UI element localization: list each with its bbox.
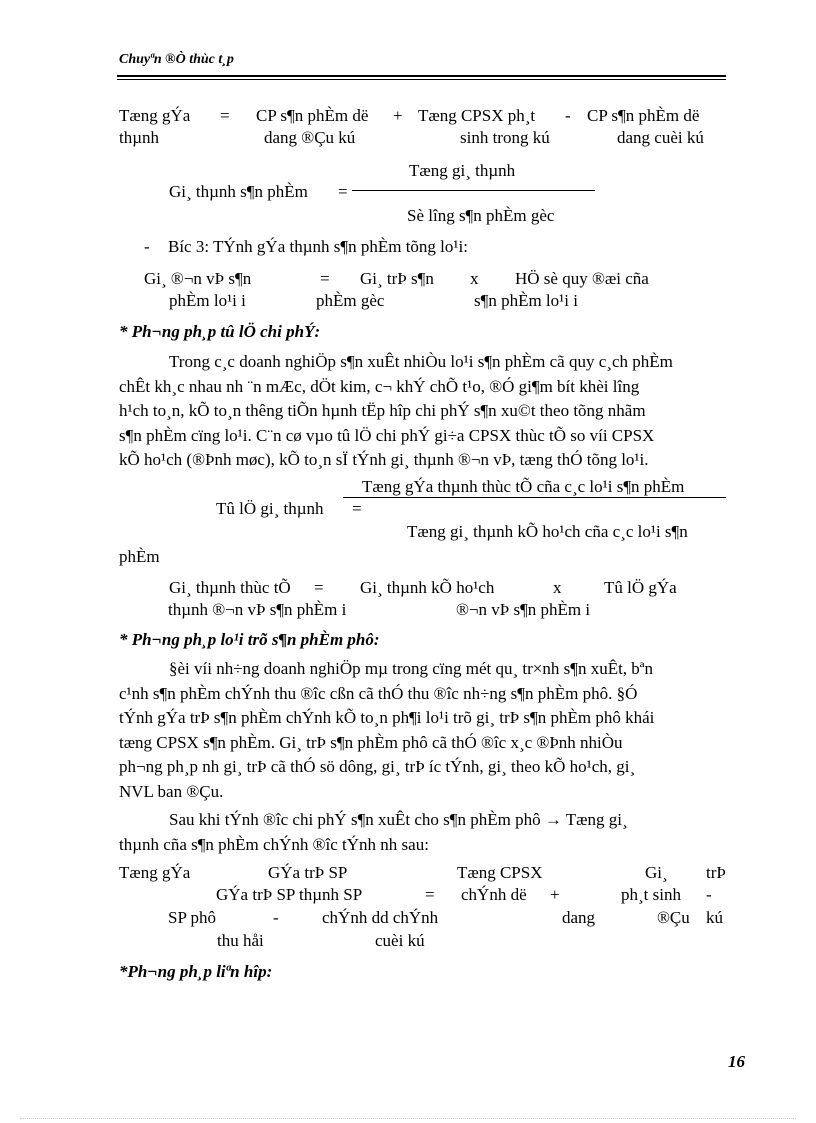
step3-dash: -: [144, 237, 150, 256]
paragraph-line: NVL ban ®Çu.: [119, 781, 224, 801]
paragraph-line: thµnh cña s¶n phÈm chÝnh ®îc tÝnh nh sau:: [119, 834, 429, 854]
formula1-minus: -: [565, 106, 571, 125]
formula6-r3a: SP phô: [168, 908, 217, 927]
formula1-term-c1: Tæng CPSX ph¸t: [418, 106, 536, 125]
formula1-term-a2: thµnh: [119, 128, 160, 147]
formula5-x: x: [553, 578, 562, 597]
formula1-term-c2: sinh trong kú: [460, 128, 550, 147]
formula3-term-b2: phÈm gèc: [316, 291, 385, 310]
formula6-r2eq: =: [425, 885, 435, 904]
formula1-term-b1: CP s¶n phÈm dë: [256, 106, 369, 125]
formula2-numerator: Tæng gi¸ thµnh: [409, 161, 516, 180]
formula4-eq: =: [352, 499, 362, 518]
paragraph-line: tæng CPSX s¶n phÈm. Gi¸ trÞ s¶n phÈm phô cã thÓ ®îc x¸c ®Þnh nhiÒu: [119, 732, 623, 752]
formula2-eq: =: [338, 182, 348, 201]
formula6-r1b: GÝa trÞ SP: [268, 863, 348, 882]
formula4-label: Tû lÖ gi¸ thµnh: [216, 499, 324, 518]
section-heading-by-product: * Ph¬ng ph¸p lo¹i trõ s¶n phÈm phô:: [119, 630, 380, 649]
formula5-term-c1: Tû lÖ gÝa: [604, 578, 677, 597]
formula4-fraction-bar: [343, 497, 726, 498]
page-header-title: Chuyªn ®Ò thùc t¸p: [119, 52, 234, 67]
formula4-numerator: Tæng gÝa thµnh thùc tÕ cña c¸c lo¹i s¶n phÈm: [362, 477, 685, 496]
formula1-plus: +: [393, 106, 403, 125]
paragraph-line: chÊt kh¸c nhau nh ¨n mÆc, dÖt kim, c¬ khÝ chÕ t¹o, ®Ó gi¶m bít khèi lîng: [119, 376, 640, 396]
formula6-r3e: kú: [706, 908, 723, 927]
paragraph-line: Trong c¸c doanh nghiÖp s¶n xuÊt nhiÒu lo¹i s¶n phÈm cã quy c¸ch phÈm: [169, 352, 673, 371]
formula6-r4a: thu håi: [217, 931, 264, 950]
formula2-label: Gi¸ thµnh s¶n phÈm: [169, 182, 308, 201]
formula6-r2c: ph¸t sinh: [621, 885, 681, 904]
section-heading-cost-ratio: * Ph¬ng ph¸p tû lÖ chi phÝ:: [119, 322, 321, 341]
formula6-r2plus: +: [550, 885, 560, 904]
formula6-r1e: trÞ: [706, 863, 726, 882]
page-bottom-border: [20, 1118, 796, 1119]
paragraph-cost-ratio: [119, 350, 727, 473]
paragraph-main-product: [119, 808, 727, 857]
formula6-r1d: Gi¸: [645, 863, 668, 882]
formula1-term-b2: dang ®Çu kú: [264, 128, 356, 147]
paragraph-line: Sau khi tÝnh ®îc chi phÝ s¶n xuÊt cho s¶n phÈm phô → Tæng gi¸: [169, 810, 628, 829]
page-number: 16: [728, 1052, 745, 1071]
formula3-term-c2: s¶n phÈm lo¹i i: [474, 291, 578, 310]
formula4-denominator: Tæng gi¸ thµnh kÕ ho¹ch cña c¸c lo¹i s¶n: [407, 522, 688, 541]
paragraph-line: s¶n phÈm cïng lo¹i. C¨n cø vµo tû lÖ chi phÝ gi÷a CPSX thùc tÕ so víi CPSX: [119, 425, 655, 445]
formula6-r2minus: -: [706, 885, 712, 904]
paragraph-line: c¹nh s¶n phÈm chÝnh thu ®îc cßn cã thÓ thu ®îc nh÷ng s¶n phÈm phô. §Ó: [119, 683, 638, 703]
formula5-eq: =: [314, 578, 324, 597]
formula1-eq: =: [220, 106, 230, 125]
formula3-eq: =: [320, 269, 330, 288]
formula6-r1c: Tæng CPSX: [457, 863, 543, 882]
formula5-term-a1: Gi¸ thµnh thùc tÕ: [169, 578, 291, 597]
formula2-denominator: Sè lîng s¶n phÈm gèc: [407, 206, 555, 225]
formula6-r4b: cuèi kú: [375, 931, 425, 950]
section-heading-joint-method: *Ph¬ng ph¸p liªn hîp:: [119, 962, 273, 981]
paragraph-by-product: [119, 657, 727, 804]
formula3-term-a2: phÈm lo¹i i: [169, 291, 246, 310]
formula5-term-b1: Gi¸ thµnh kÕ ho¹ch: [360, 578, 495, 597]
formula6-r3d: ®Çu: [657, 908, 690, 927]
header-rule-thin: [117, 79, 726, 80]
header-rule-thick: [117, 75, 726, 77]
formula6-r3c: dang: [562, 908, 596, 927]
formula5-term-a2: thµnh ®¬n vÞ s¶n phÈm i: [168, 600, 347, 619]
formula3-term-b1: Gi¸ trÞ s¶n: [360, 269, 434, 288]
formula1-term-d2: dang cuèi kú: [617, 128, 704, 147]
paragraph-line: §èi víi nh÷ng doanh nghiÖp mµ trong cïng mét qu¸ tr×nh s¶n xuÊt, bªn: [169, 659, 654, 678]
paragraph-line: tÝnh gÝa trÞ s¶n phÈm chÝnh kÕ to¸n ph¶i lo¹i trõ gi¸ trÞ s¶n phÈm phô khái: [119, 708, 655, 727]
formula1-term-a1: Tæng gÝa: [119, 106, 191, 125]
formula1-term-d1: CP s¶n phÈm dë: [587, 106, 700, 125]
paragraph-line: kÕ ho¹ch (®Þnh møc), kÕ to¸n sÏ tÝnh gi¸ thµnh ®¬n vÞ, tæng thÓ tõng lo¹i.: [119, 450, 649, 469]
formula6-r3minus: -: [273, 908, 279, 927]
formula6-r2b: chÝnh dë: [461, 885, 527, 904]
formula3-term-a1: Gi¸ ®¬n vÞ s¶n: [144, 269, 252, 288]
paragraph-line: ph¬ng ph¸p nh gi¸ trÞ cã thÓ sö dông, gi¸ trÞ íc tÝnh, gi¸ theo kÕ ho¹ch, gi¸: [119, 757, 636, 776]
formula4-wrap: phÈm: [119, 547, 160, 566]
formula5-term-b2: ®¬n vÞ s¶n phÈm i: [456, 600, 591, 619]
paragraph-line: h¹ch to¸n, kÕ to¸n thêng tiÕn hµnh tËp hîp chi phÝ s¶n xu©t theo tõng nhãm: [119, 401, 646, 420]
formula6-r2a: GÝa trÞ SP thµnh SP: [216, 885, 363, 904]
step3-text: Bíc 3: TÝnh gÝa thµnh s¶n phÈm tõng lo¹i:: [168, 237, 468, 256]
formula6-r1a: Tæng gÝa: [119, 863, 191, 882]
formula3-term-c1: HÖ sè quy ®æi cña: [515, 269, 649, 288]
formula2-fraction-bar: [352, 190, 595, 191]
formula3-x: x: [470, 269, 479, 288]
formula6-r3b: chÝnh dd chÝnh: [322, 908, 439, 927]
